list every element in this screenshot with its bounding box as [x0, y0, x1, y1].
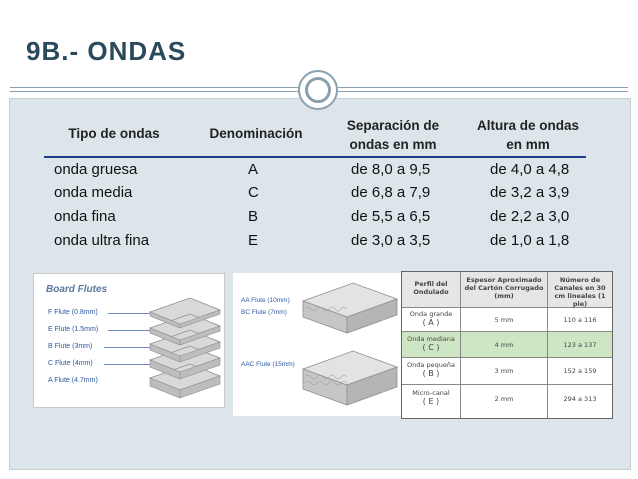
header-denominacion: Denominación — [209, 126, 303, 141]
cell-separacion: de 6,8 a 7,9 — [351, 184, 431, 201]
cell-denominacion: E — [248, 232, 259, 249]
board-flutes-image — [33, 273, 225, 408]
cell-separacion: de 8,0 a 9,5 — [351, 161, 431, 178]
multi-wall-illustration — [297, 277, 401, 411]
flute-label: F Flute (0.8mm) — [48, 309, 98, 316]
flute-label: A Flute (4.7mm) — [48, 377, 98, 384]
spec-row-name: Onda pequeña — [407, 361, 455, 369]
header-tipo: Tipo de ondas — [68, 126, 160, 141]
spec-row-channels: 123 a 137 — [563, 341, 597, 349]
spec-row-channels: 152 a 159 — [563, 367, 597, 375]
flute-label: BC Flute (7mm) — [241, 309, 287, 316]
spec-row-name: Onda grande — [409, 310, 453, 318]
spec-col-rule — [460, 272, 461, 418]
cell-tipo: onda fina — [54, 208, 116, 225]
cell-denominacion: A — [248, 161, 259, 178]
slide-title: 9B.- ONDAS — [26, 36, 187, 66]
cell-separacion: de 3,0 a 3,5 — [351, 232, 431, 249]
spec-row-code: ( B ) — [422, 369, 440, 378]
spec-row-rule — [402, 331, 612, 332]
flute-label: AA Flute (10mm) — [241, 297, 290, 304]
header-separacion: Separación de ondas en mm — [346, 118, 440, 152]
spec-row-rule — [402, 384, 612, 385]
multi-wall-flutes-image — [233, 273, 401, 416]
board-flutes-title: Board Flutes — [46, 284, 108, 295]
flute-label: E Flute (1.5mm) — [48, 326, 99, 333]
cell-altura: de 3,2 a 3,9 — [490, 184, 570, 201]
spec-row-thickness: 5 mm — [494, 316, 514, 324]
spec-col-rule — [547, 272, 548, 418]
cell-altura: de 2,2 a 3,0 — [490, 208, 570, 225]
spec-row-channels: 294 a 313 — [563, 395, 597, 403]
cell-tipo: onda gruesa — [54, 161, 138, 178]
flute-spec-table — [401, 271, 613, 419]
spec-row-thickness: 2 mm — [494, 395, 514, 403]
cell-denominacion: B — [248, 208, 259, 225]
spec-row-thickness: 4 mm — [494, 341, 514, 349]
cell-tipo: onda media — [54, 184, 133, 201]
flute-label: B Flute (3mm) — [48, 343, 93, 350]
flute-stack-illustration — [146, 294, 224, 406]
spec-header: Número de Canales en 30 cm lineales (1 pie) — [554, 276, 606, 308]
spec-row-rule — [402, 357, 612, 358]
flute-label: C Flute (4mm) — [48, 360, 93, 367]
cell-altura: de 4,0 a 4,8 — [490, 161, 570, 178]
spec-header: Espesor Aproximado del Cartón Corrugado (mm) — [464, 276, 544, 300]
spec-row-code: ( A ) — [422, 318, 440, 327]
spec-row-thickness: 3 mm — [494, 367, 514, 375]
flute-label: AAC Flute (15mm) — [241, 361, 295, 368]
table-header-rule — [44, 156, 586, 158]
divider-ornament-icon — [298, 70, 338, 110]
spec-row-name: Micro-canal — [412, 389, 450, 397]
cell-altura: de 1,0 a 1,8 — [490, 232, 570, 249]
ornament-inner-ring — [305, 77, 331, 103]
cell-denominacion: C — [248, 184, 259, 201]
header-altura: Altura de ondas en mm — [476, 118, 579, 152]
spec-row-code: ( C ) — [422, 343, 440, 352]
spec-row-name: Onda mediana — [407, 335, 455, 343]
spec-header: Perfil del Ondulado — [413, 280, 449, 296]
cell-separacion: de 5,5 a 6,5 — [351, 208, 431, 225]
spec-row-code: ( E ) — [422, 397, 440, 406]
spec-row-channels: 110 a 116 — [563, 316, 597, 324]
cell-tipo: onda ultra fina — [54, 232, 150, 249]
